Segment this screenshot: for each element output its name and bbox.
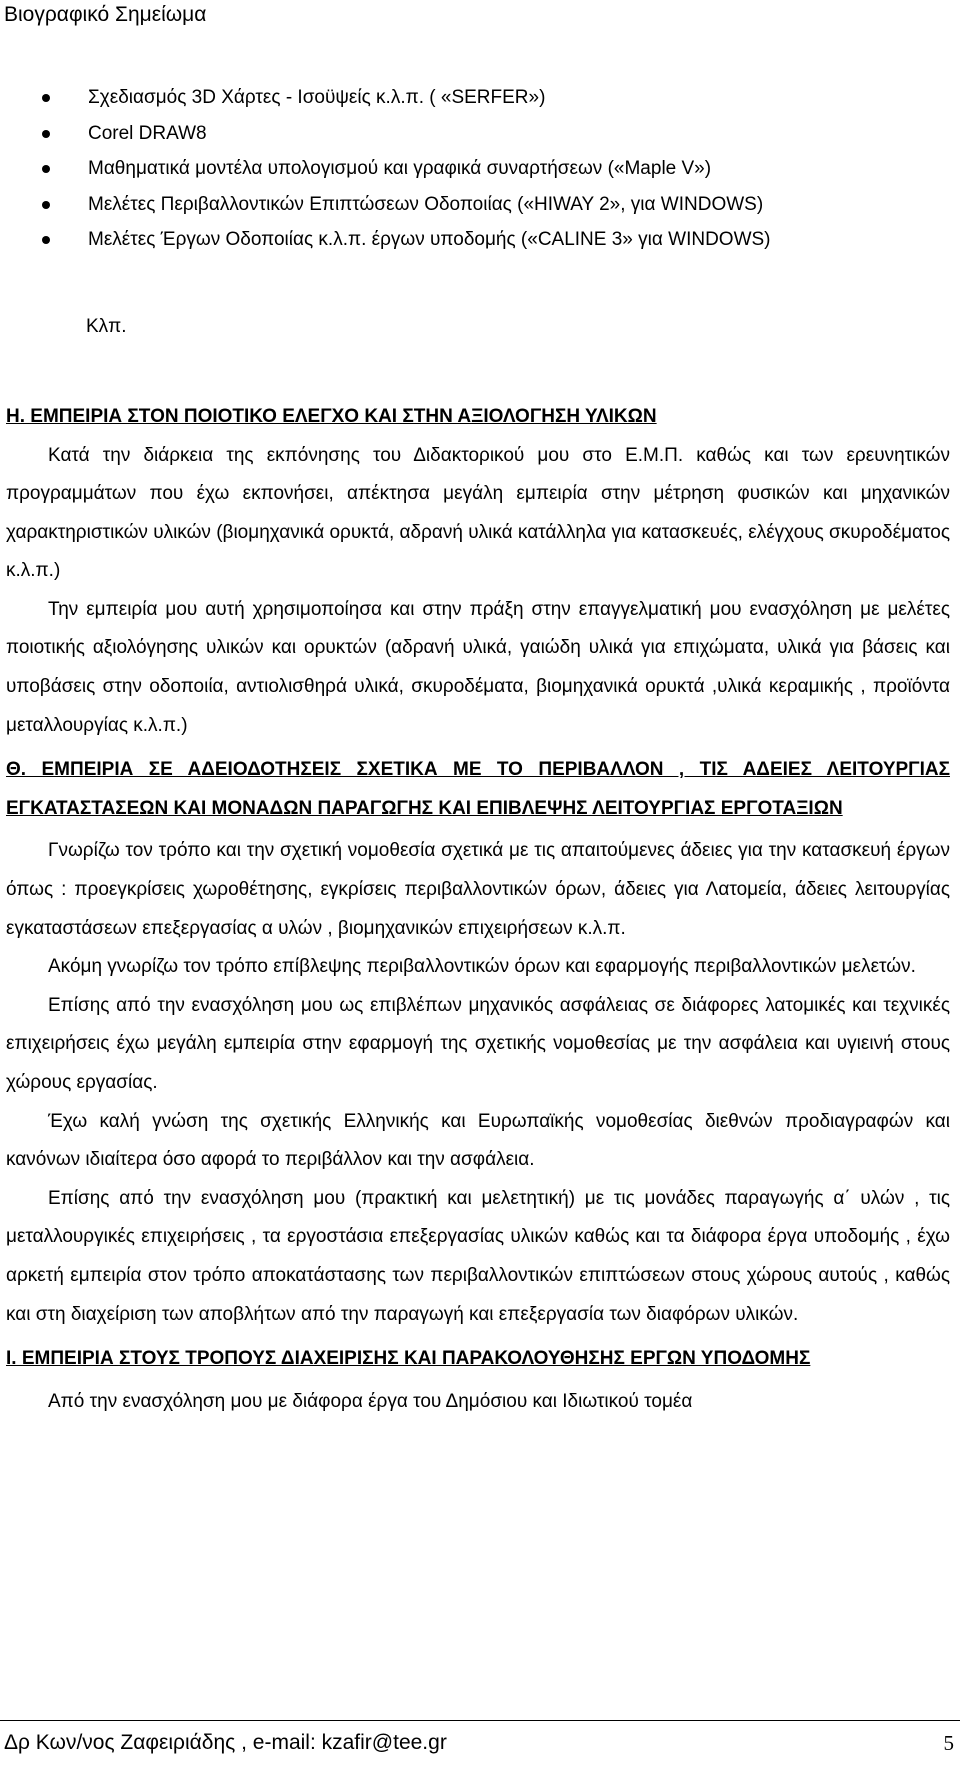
software-list — [40, 80, 940, 258]
list-item: Μελέτες Περιβαλλοντικών Επιπτώσεων Οδοποιίας («HIWAY 2», για WINDOWS) — [40, 187, 940, 223]
section-i-heading: Ι. ΕΜΠΕΙΡΙΑ ΣΤΟΥΣ ΤΡΟΠΟΥΣ ΔΙΑΧΕΙΡΙΣΗΣ ΚΑΙ ΠΑΡΑΚΟΛΟΥΘΗΣΗΣ ΕΡΓΩΝ ΥΠΟΔΟΜΗΣ — [6, 1348, 811, 1370]
list-item: Μαθηματικά μοντέλα υπολογισμού και γραφικά συναρτήσεων («Maple V») — [40, 151, 940, 187]
page-number: 5 — [943, 1731, 954, 1755]
paragraph: Επίσης από την ενασχόληση μου ως επιβλέπων μηχανικός ασφάλειας σε διάφορες λατομικές και τεχνικές επιχειρήσεις έχω μεγάλη εμπειρία στην εφαρμογή της σχετικής νομοθεσίας με την ασφάλεια και υγιεινή στους χώρους εργασίας. — [6, 994, 950, 1093]
list-item: Corel DRAW8 — [40, 116, 940, 152]
footer-author: Δρ Κων/νος Ζαφειριάδης , e-mail: kzafir@tee.gr — [4, 1731, 447, 1754]
section-i-heading-block — [6, 1340, 950, 1379]
paragraph: Από την ενασχόληση μου με διάφορα έργα του Δημόσιου και Ιδιωτικού τομέα — [48, 1390, 693, 1412]
paragraph: Έχω καλή γνώση της σχετικής Ελληνικής και Ευρωπαϊκής νομοθεσίας διεθνών προδιαγραφών και κανόνων ιδιαίτερα όσο αφορά το περιβάλλον και την ασφάλεια. — [6, 1110, 950, 1171]
etc-text: Κλπ. — [86, 316, 127, 337]
section-th-heading: Θ. ΕΜΠΕΙΡΙΑ ΣΕ ΑΔΕΙΟΔΟΤΗΣΕΙΣ ΣΧΕΤΙΚΑ ΜΕ ΤΟ ΠΕΡΙΒΑΛΛΟΝ , ΤΙΣ ΑΔΕΙΕΣ ΛΕΙΤΟΥΡΓΙΑΣ ΕΓΚΑΤΑΣΤΑΣΕΩΝ ΚΑΙ ΜΟΝΑΔΩΝ ΠΑΡΑΓΩΓΗΣ ΚΑΙ ΕΠΙΒΛΕΨΗΣ ΛΕΙΤΟΥΡΓΙΑΣ ΕΡΓΟΤΑΞΙΩΝ — [6, 759, 950, 819]
page-footer — [4, 1730, 954, 1756]
paragraph: Γνωρίζω τον τρόπο και την σχετική νομοθεσία σχετικά με τις απαιτούμενες άδειες για την κατασκευή έργων όπως : προεγκρίσεις χωροθέτησης, εγκρίσεις περιβαλλοντικών όρων, άδειες για Λατομεία, άδειες λειτουργίας εγκαταστάσεων επεξεργασίας α υλών , βιομηχανικών επιχειρήσεων κ.λ.π. — [6, 840, 950, 939]
list-item: Μελέτες Έργων Οδοποιίας κ.λ.π. έργων υποδομής («CALINE 3» για WINDOWS) — [40, 222, 940, 258]
paragraph: Ακόμη γνωρίζω τον τρόπο επίβλεψης περιβαλλοντικών όρων και εφαρμογής περιβαλλοντικών μελετών. — [48, 956, 916, 978]
page-header-title: Βιογραφικό Σημείωμα — [4, 3, 207, 26]
document-body — [6, 398, 950, 1421]
footer-divider — [0, 1720, 960, 1721]
section-h-heading: Η. ΕΜΠΕΙΡΙΑ ΣΤΟΝ ΠΟΙΟΤΙΚΟ ΕΛΕΓΧΟ ΚΑΙ ΣΤΗΝ ΑΞΙΟΛΟΓΗΣΗ ΥΛΙΚΩΝ — [6, 406, 657, 427]
paragraph: Επίσης από την ενασχόληση μου (πρακτική και μελετητική) με τις μονάδες παραγωγής α΄ υλών , τις μεταλλουργικές επιχειρήσεις , τα εργοστάσια επεξεργασίας υλικών καθώς και τα διάφορα έργα υποδομής , έχω αρκετή εμπειρία στον τρόπο αποκατάστασης των περιβαλλοντικών επιπτώσεων στους χώρους αυτούς , καθώς και στη διαχείριση των αποβλήτων από την παραγωγή και επεξεργασία των διαφόρων υλικών. — [6, 1187, 950, 1325]
paragraph: Κατά την διάρκεια της εκπόνησης του Διδακτορικού μου στο Ε.Μ.Π. καθώς και των ερευνητικών προγραμμάτων που έχω εκπονήσει, απέκτησα μεγάλη εμπειρία στην μέτρηση φυσικών και μηχανικών χαρακτηριστικών υλικών (βιομηχανικά ορυκτά, αδρανή υλικά κατάλληλα για κατασκευές, ελέγχους σκυροδέματος κ.λ.π.) — [6, 444, 950, 582]
paragraph: Την εμπειρία μου αυτή χρησιμοποίησα και στην πράξη στην επαγγελματική μου ενασχόληση με μελέτες ποιοτικής αξιολόγησης υλικών και ορυκτών (αδρανή υλικά, γαιώδη υλικά για επιχώματα, υλικά για βάσεις και υποβάσεις στην οδοποιία, αντιολισθηρά υλικά, σκυροδέματα, βιομηχανικά ορυκτά ,υλικά κεραμικής , προϊόντα μεταλλουργίας κ.λ.π.) — [6, 598, 950, 736]
section-th-heading-block — [6, 751, 950, 828]
list-item: Σχεδιασμός 3D Χάρτες - Ισοϋψείς κ.λ.π. ( «SERFER») — [40, 80, 940, 116]
